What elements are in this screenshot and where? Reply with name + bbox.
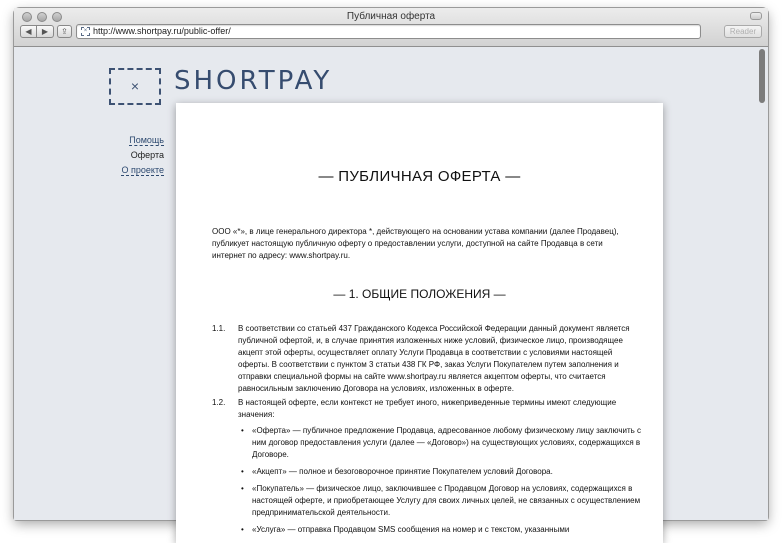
clause-text: В настоящей оферте, если контекст не требует иного, нижеприведенные термины имеют следующие значения: (238, 398, 617, 419)
clause-body (238, 397, 642, 536)
logo-mark[interactable] (109, 68, 161, 105)
term-item: • «Оферта» — публичное предложение Продавца, адресованное любому физическому лицу заключить с ним договор предоставления услуги (далее — «Договор») на существующих условиях, содержащихся в Договоре. (238, 425, 642, 461)
nav-link-help[interactable]: Помощь (129, 135, 164, 145)
browser-window (14, 8, 768, 534)
window-title: Публичная оферта (346, 11, 436, 22)
clause-number: 1.1. (212, 324, 226, 333)
address-bar[interactable] (76, 24, 701, 39)
nav-item-offer-current: Оферта (130, 150, 164, 160)
site-navigation (94, 133, 164, 178)
share-button[interactable]: ⇪ (57, 25, 72, 38)
url-text[interactable]: http://www.shortpay.ru/public-offer/ (93, 26, 231, 36)
document-title: — ПУБЛИЧНАЯ ОФЕРТА — (318, 168, 521, 185)
favicon-icon: × (81, 27, 90, 36)
page-viewport[interactable] (14, 47, 768, 534)
vertical-scrollbar[interactable] (759, 49, 765, 103)
nav-link-about[interactable]: О проекте (121, 165, 164, 175)
clause-1-2 (212, 397, 642, 541)
clause-text: В соответствии со статьей 437 Гражданского Кодекса Российской Федерации данный документ является публичной офертой, и, в случае принятия изложенных ниже условий, физическое лицо, производящее акцепт этой оферты, осуществляет оплату Услуги Продавца в соответствии с условиями настоящей оферты. В соответствии с пунктом 3 статьи 438 ГК РФ, заказ Услуги Покупателем путем заполнения и отправки специальной формы на сайте www.shortpay.ru является акцептом оферты, что считается равносильным заключению Договора на условиях, изложенных в оферте. (238, 324, 630, 393)
forward-button[interactable]: ▶ (37, 25, 54, 38)
clause-1-1 (212, 323, 642, 395)
logo-wordmark[interactable]: SHORTPAY (174, 66, 333, 96)
title-bar (14, 8, 768, 47)
logo-x-icon: × (130, 78, 140, 94)
history-navigation (20, 25, 54, 38)
section-title: — 1. ОБЩИЕ ПОЛОЖЕНИЯ — (333, 287, 506, 301)
toolbar-toggle-button[interactable] (750, 12, 762, 20)
terms-list (238, 425, 642, 536)
clause-number: 1.2. (212, 398, 226, 407)
intro-paragraph: ООО «*», в лице генерального директора *, действующего на основании устава компании (далее Продавец), публикует настоящую публичную оферту о предоставлении услуги, доступной на сайте Продавца в сети интернет по адресу: www.shortpay.ru. (212, 227, 619, 260)
term-item: • «Покупатель» — физическое лицо, заключившее с Продавцом Договор на условиях, содержащихся в настоящей оферте, и приобретающее Услугу для своих личных целей, не связанных с осуществлением предпринимательской деятельности. (238, 483, 642, 519)
term-item: • «Акцепт» — полное и безоговорочное принятие Покупателем условий Договора. (238, 466, 642, 478)
reader-button[interactable]: Reader (724, 25, 762, 38)
term-item: • «Услуга» — отправка Продавцом SMS сообщения на номер и с текстом, указанными (238, 524, 642, 536)
back-button[interactable]: ◀ (20, 25, 37, 38)
document-page (176, 103, 663, 543)
